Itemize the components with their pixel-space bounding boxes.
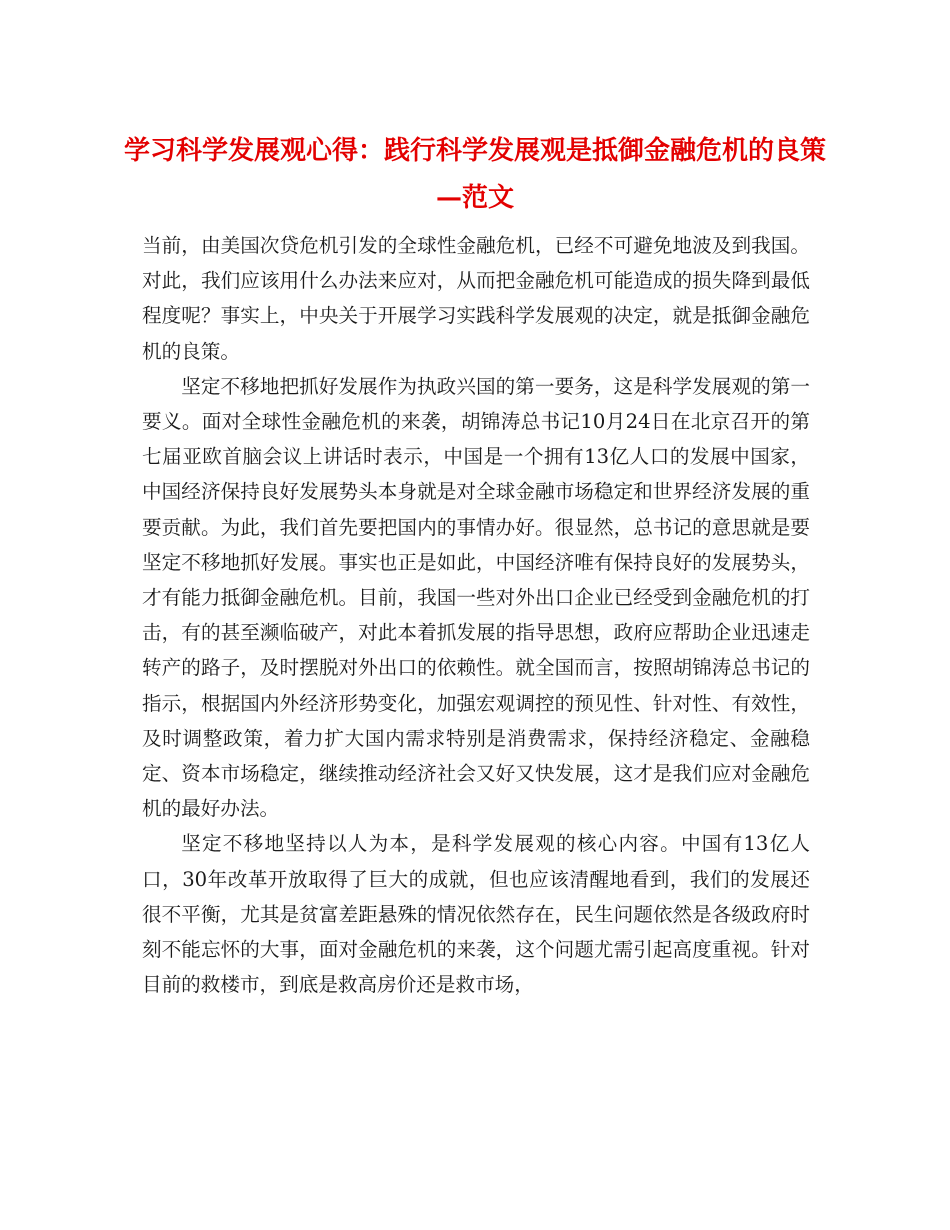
document-body bbox=[142, 228, 810, 1002]
paragraph-people-oriented: 坚定不移地坚持以人为本，是科学发展观的核心内容。中国有13亿人口，30年改革开放取得了巨大的成就，但也应该清醒地看到，我们的发展还很不平衡，尤其是贫富差距悬殊的情况依然存在，民生问题依然是各级政府时刻不能忘怀的大事，面对金融危机的来袭，这个问题尤需引起高度重视。针对目前的救楼市，到底是救高房价还是救市场， bbox=[142, 832, 810, 997]
document-title: 学习科学发展观心得：践行科学发展观是抵御金融危机的良策—范文 bbox=[123, 136, 826, 213]
paragraph-development: 坚定不移地把抓好发展作为执政兴国的第一要务，这是科学发展观的第一要义。面对全球性金融危机的来袭，胡锦涛总书记10月24日在北京召开的第七届亚欧首脑会议上讲话时表示，中国是一个拥有13亿人口的发展中国家，中国经济保持良好发展势头本身就是对全球金融市场稳定和世界经济发展的重要贡献。为此，我们首先要把国内的事情办好。很显然，总书记的意思就是要坚定不移地抓好发展。事实也正是如此，中国经济唯有保持良好的发展势头，才有能力抵御金融危机。目前，我国一些对外出口企业已经受到金融危机的打击，有的甚至濒临破产，对此本着抓发展的指导思想，政府应帮助企业迅速走转产的路子，及时摆脱对外出口的依赖性。就全国而言，按照胡锦涛总书记的指示，根据国内外经济形势变化，加强宏观调控的预见性、针对性、有效性，及时调整政策，着力扩大国内需求特别是消费需求，保持经济稳定、金融稳定、资本市场稳定，继续推动经济社会又好又快发展，这才是我们应对金融危机的最好办法。 bbox=[142, 374, 810, 821]
paragraph-intro: 当前，由美国次贷危机引发的全球性金融危机，已经不可避免地波及到我国。对此，我们应该用什么办法来应对，从而把金融危机可能造成的损失降到最低程度呢？事实上，中央关于开展学习实践科学发展观的决定，就是抵御金融危机的良策。 bbox=[142, 234, 810, 363]
